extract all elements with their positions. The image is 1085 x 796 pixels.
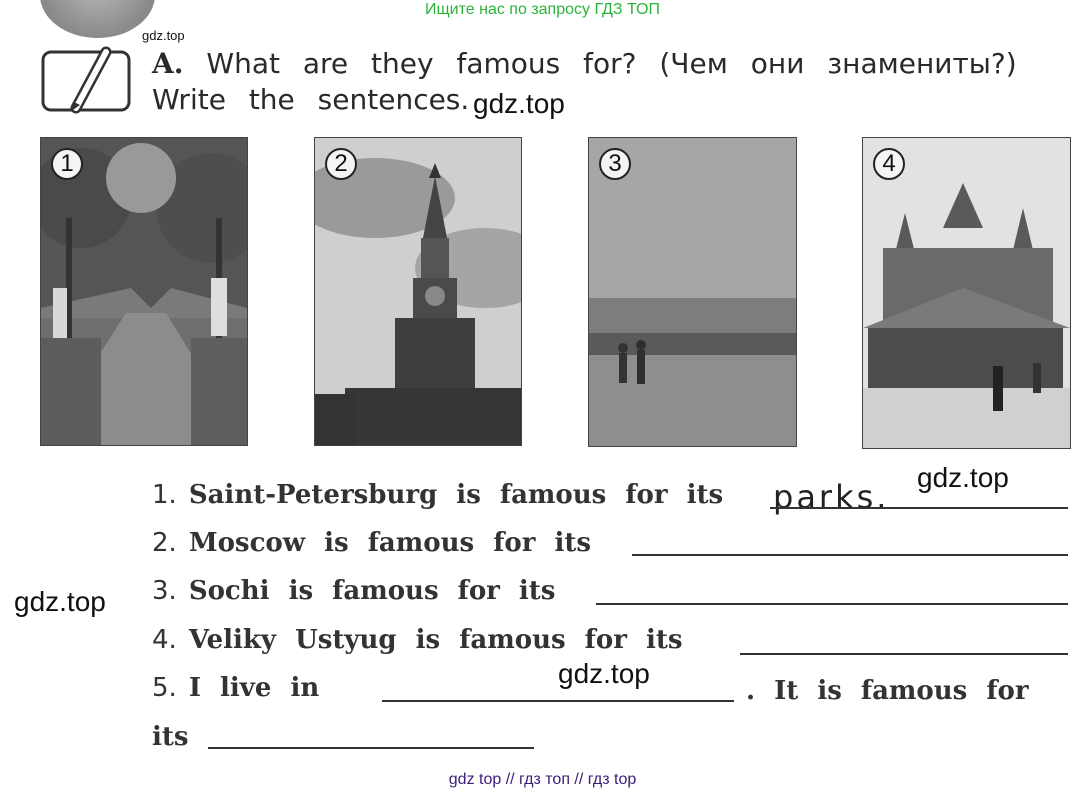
watermark: gdz.top xyxy=(917,462,1009,493)
footer-links: gdz top // гдз топ // гдз top xyxy=(448,771,637,788)
picture-kremlin-tower xyxy=(314,137,522,446)
corner-decoration xyxy=(40,0,155,38)
sentence-number: 3. xyxy=(152,576,177,606)
sentence-text: Moscow is famous for its xyxy=(188,528,592,558)
picture-beach xyxy=(588,137,797,447)
sentence-5-continued: . It is famous for xyxy=(746,676,1029,706)
answer-line-2[interactable] xyxy=(632,554,1068,556)
picture-number: 4 xyxy=(873,148,905,180)
top-banner: Ищите нас по запросу ГДЗ ТОП xyxy=(425,1,660,18)
sentence-5-its: its xyxy=(152,722,189,752)
pencil-icon xyxy=(40,46,132,114)
sentence-4 xyxy=(152,625,682,655)
sentence-3 xyxy=(152,576,555,606)
sentence-text: I live in xyxy=(188,673,320,703)
sentence-5 xyxy=(152,673,319,703)
sentence-text: Saint-Petersburg is famous for its xyxy=(188,480,724,510)
answer-line-5b[interactable] xyxy=(208,747,534,749)
sentence-1 xyxy=(152,480,723,510)
picture-number: 3 xyxy=(599,148,631,180)
sentence-number: 5. xyxy=(152,673,177,703)
watermark: gdz.top xyxy=(14,586,106,617)
picture-park xyxy=(40,137,248,446)
sentence-number: 4. xyxy=(152,625,177,655)
picture-wooden-palace xyxy=(862,137,1071,449)
sentence-text: Sochi is famous for its xyxy=(188,576,556,606)
task-heading xyxy=(152,46,1072,118)
task-letter: A. xyxy=(152,47,184,80)
sentence-text: Veliky Ustyug is famous for its xyxy=(188,625,683,655)
answer-line-3[interactable] xyxy=(596,603,1068,605)
sentence-number: 2. xyxy=(152,528,177,558)
sentence-2 xyxy=(152,528,591,558)
answer-line-4[interactable] xyxy=(740,653,1068,655)
watermark: gdz.top xyxy=(473,88,565,119)
answer-line-1[interactable] xyxy=(770,507,1068,509)
answer-handwriting: parks. xyxy=(773,478,890,516)
watermark: gdz.top xyxy=(142,28,185,43)
task-question: What are they famous for? (Чем они знамениты?) xyxy=(206,47,1017,80)
task-instruction: Write the sentences. xyxy=(152,83,470,116)
sentence-number: 1. xyxy=(152,480,177,510)
watermark: gdz.top xyxy=(558,658,650,689)
answer-line-5a[interactable] xyxy=(382,700,734,702)
picture-number: 2 xyxy=(325,148,357,180)
picture-number: 1 xyxy=(51,148,83,180)
